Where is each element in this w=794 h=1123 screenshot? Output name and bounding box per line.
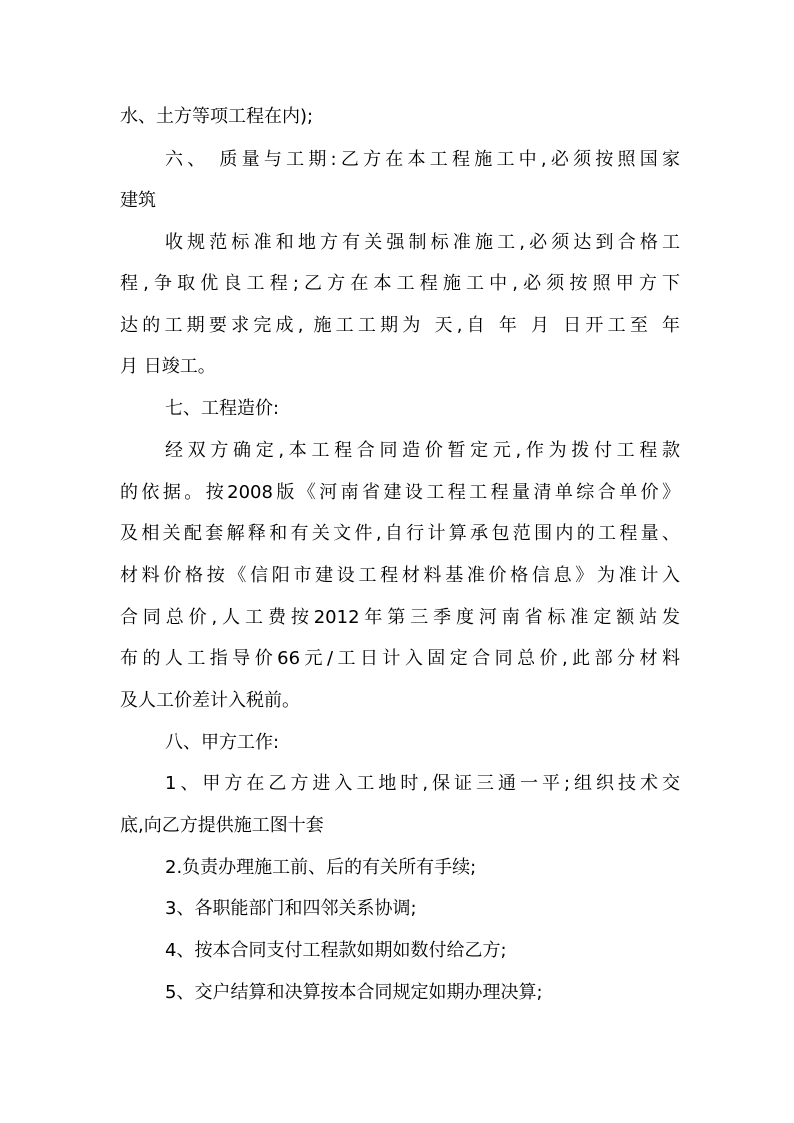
list-item: 4、按本合同支付工程款如期如数付给乙方; — [165, 940, 507, 961]
list-item-continuation: 底,向乙方提供施工图十套 — [120, 815, 324, 836]
list-item: 1、甲方在乙方进入工地时,保证三通一平;组织技术交 — [165, 773, 680, 794]
paragraph-line: 材料价格按《信阳市建设工程材料基准价格信息》为准计入 — [120, 565, 680, 586]
paragraph-line: 达的工期要求完成, 施工工期为 天,自 年 月 日开工至 年 — [120, 315, 680, 336]
paragraph-line: 布的人工指导价66元/工日计入固定合同总价,此部分材料 — [120, 648, 680, 669]
paragraph-line: 及相关配套解释和有关文件,自行计算承包范围内的工程量、 — [120, 523, 680, 544]
paragraph-line: 月 日竣工。 — [120, 356, 216, 377]
section-heading-seven: 七、工程造价: — [165, 398, 280, 419]
paragraph-line: 收规范标准和地方有关强制标准施工,必须达到合格工 — [165, 232, 680, 253]
paragraph-line: 建筑 — [120, 190, 156, 211]
section-heading-eight: 八、甲方工作: — [165, 732, 280, 753]
paragraph-line: 的依据。按2008版《河南省建设工程工程量清单综合单价》 — [120, 482, 680, 503]
paragraph-line: 水、土方等项工程在内); — [120, 106, 314, 127]
paragraph-line: 程,争取优良工程;乙方在本工程施工中,必须按照甲方下 — [120, 273, 680, 294]
list-item: 2.负责办理施工前、后的有关所有手续; — [165, 857, 477, 878]
paragraph-line: 合同总价,人工费按2012年第三季度河南省标准定额站发 — [120, 607, 680, 628]
paragraph-line: 经双方确定,本工程合同造价暂定元,作为拨付工程款 — [165, 440, 680, 461]
section-heading-six: 六、 质量与工期:乙方在本工程施工中,必须按照国家 — [165, 149, 680, 170]
list-item: 3、各职能部门和四邻关系协调; — [165, 898, 417, 919]
list-item: 5、交户结算和决算按本合同规定如期办理决算; — [165, 982, 543, 1003]
paragraph-line: 及人工价差计入税前。 — [120, 690, 300, 711]
